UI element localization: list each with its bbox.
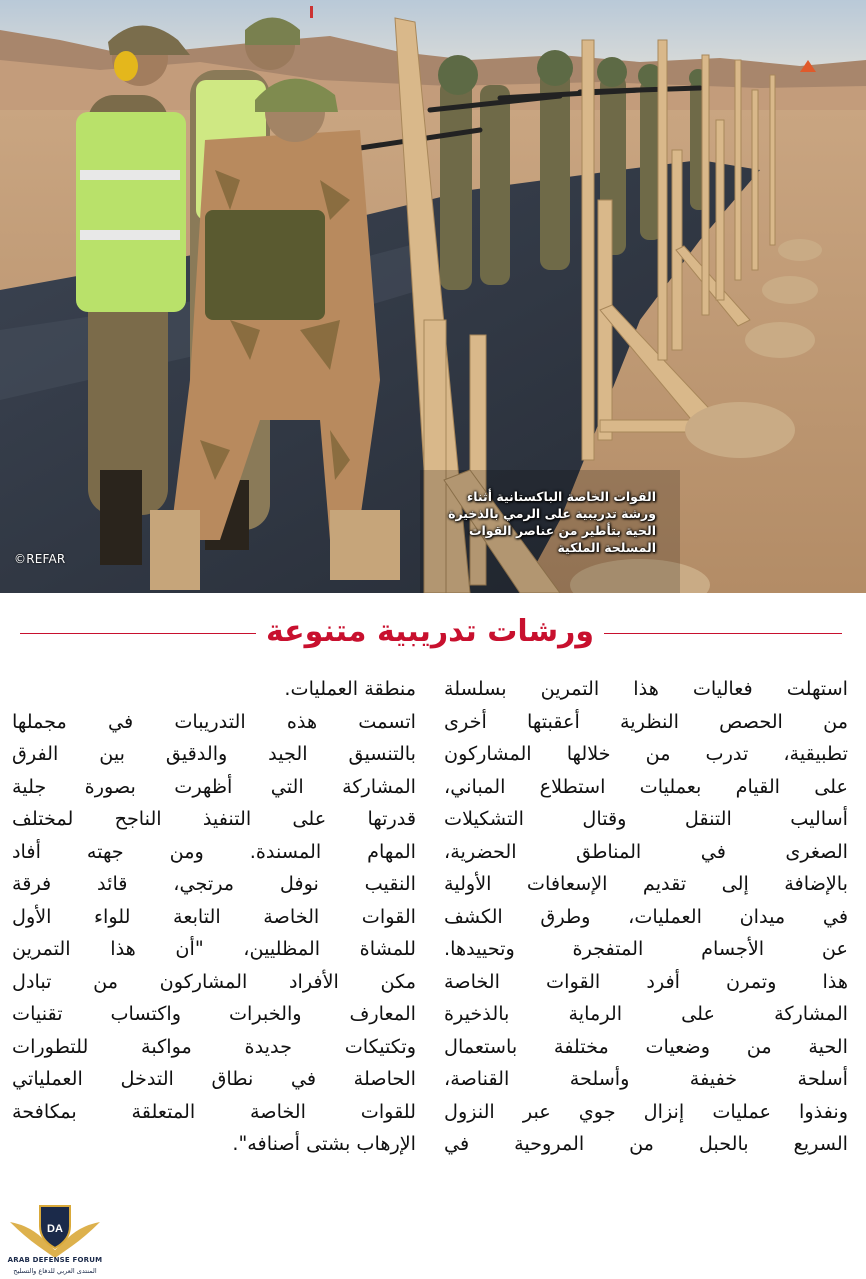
text-line: استهلت فعاليات هذا التمرين بسلسلة — [444, 677, 848, 700]
logo-title: ARAB DEFENSE FORUM — [7, 1256, 103, 1264]
text-line: الصغرى في المناطق الحضرية، — [444, 839, 848, 863]
text-line: في ميدان العمليات، وطرق الكشف — [444, 904, 848, 928]
article-column-right — [444, 673, 848, 1161]
text-line: للمشاة المظليين، "أن هذا التمرين — [12, 937, 416, 960]
text-line: الحاصلة في نطاق التدخل العملياتي — [12, 1067, 416, 1090]
text-line: قدرتها على التنفيذ الناجح لمختلف — [12, 807, 416, 830]
text-line: المهام المسندة. ومن جهته أفاد — [12, 839, 416, 863]
caption-line: القوات الخاصة الباكستانية أثناء — [466, 489, 656, 504]
text-line: هذا وتمرن أفرد القوات الخاصة — [444, 969, 848, 993]
text-line: عن الأجسام المتفجرة وتحييدها. — [444, 937, 848, 960]
heading-rule-left — [20, 633, 256, 634]
logo-mark-text: DA — [47, 1223, 63, 1235]
text-line: الإرهاب بشتى أصنافه". — [232, 1132, 416, 1155]
text-line: منطقة العمليات. — [284, 677, 416, 700]
text-line: المشاركة التي أظهرت بصورة جلية — [12, 774, 416, 798]
text-line: بالتنسيق الجيد والدقيق بين الفرق — [12, 742, 416, 765]
text-line: بالإضافة إلى تقديم الإسعافات الأولية — [444, 872, 848, 895]
text-line: النقيب نوفل مرتجي، قائد فرقة — [12, 872, 416, 895]
text-line: مكن الأفراد المشاركون من تبادل — [12, 969, 416, 993]
section-heading: ورشات تدريبية متنوعة — [265, 614, 595, 649]
text-line: القوات الخاصة التابعة للواء الأول — [12, 904, 416, 928]
text-line: المشاركة على الرماية بالذخيرة — [444, 1002, 848, 1025]
logo-subtitle: المنتدى العربي للدفاع والتسليح — [13, 1267, 97, 1275]
text-line: اتسمت هذه التدريبات في مجملها — [12, 709, 416, 733]
caption-line: ورشة تدريبية على الرمي بالذخيرة — [448, 506, 656, 521]
text-line: وتكتيكات جديدة مواكبة للتطورات — [12, 1034, 416, 1058]
text-line: الحية من وضعيات مختلفة باستعمال — [444, 1034, 848, 1058]
article-column-left — [12, 673, 416, 1161]
photo-caption — [416, 488, 656, 556]
text-line: أسلحة خفيفة وأسلحة القناصة، — [444, 1067, 848, 1090]
heading-rule-right — [604, 633, 842, 634]
photo-credit: ©REFAR — [14, 552, 66, 566]
text-line: من الحصص النظرية أعقبتها أخرى — [444, 709, 848, 733]
text-line: للقوات الخاصة المتعلقة بمكافحة — [12, 1099, 416, 1123]
text-line: المعارف والخبرات واكتساب تقنيات — [12, 1002, 416, 1025]
text-line: السريع بالحبل من المروحية في — [444, 1132, 848, 1155]
text-line: أساليب التنقل وقتال التشكيلات — [444, 807, 848, 830]
text-line: تطبيقية، تدرب من خلالها المشاركون — [444, 742, 848, 765]
text-line: ونفذوا عمليات إنزال جوي عبر النزول — [444, 1099, 848, 1123]
article-photo — [0, 0, 866, 593]
text-line: على القيام بعمليات استطلاع المباني، — [444, 774, 848, 798]
arab-defense-forum-logo-icon — [2, 1196, 108, 1276]
section-heading-row — [0, 604, 866, 660]
caption-line: المسلحة الملكية — [557, 540, 656, 555]
caption-line: الحية بتأطير من عناصر القوات — [468, 523, 656, 538]
